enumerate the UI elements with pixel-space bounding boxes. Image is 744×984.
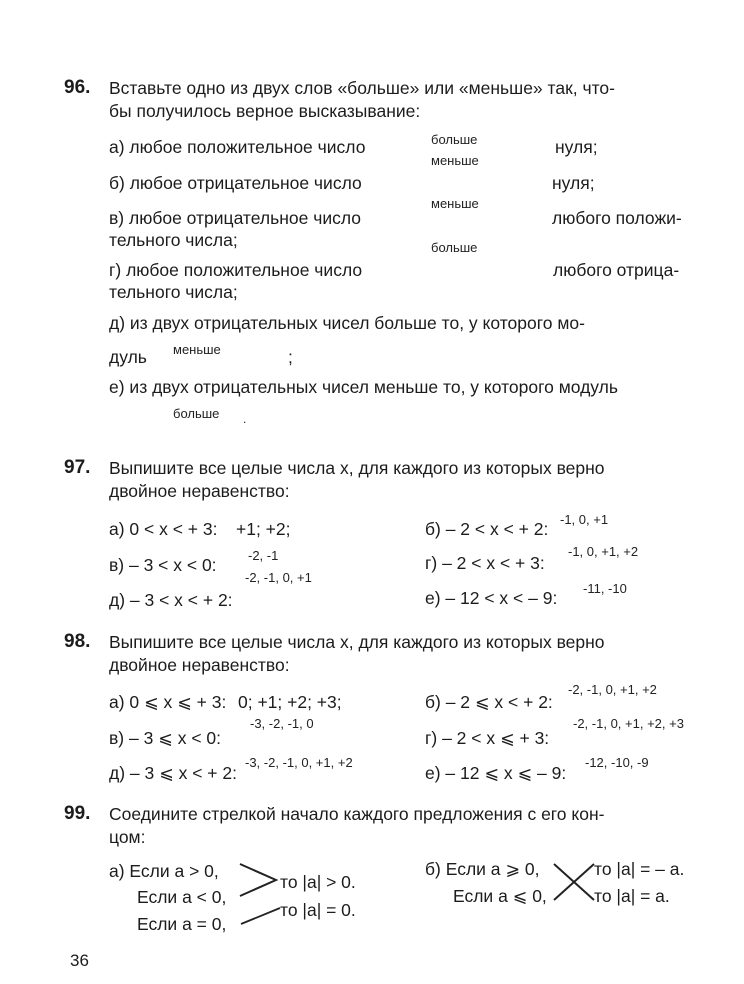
item-97d-label: д) – 3 < x < + 2: [109,590,233,610]
item-97v-label: в) – 3 < x < 0: [109,555,217,575]
item-97e-label: е) – 12 < x < – 9: [425,588,558,608]
item-99a-arrows [238,858,282,928]
item-97a-label: а) 0 < x < + 3: [109,519,218,539]
page-number: 36 [70,951,89,970]
item-96g-text: г) любое положительное число [109,260,363,280]
item-99a-start2: Если a < 0, [137,887,227,907]
item-96b-answer: меньше [431,196,479,211]
exercise-98-number: 98. [64,631,91,652]
exercise-98-task-line1: Выпишите все целые числа x, для каждого из которых верно [109,632,605,652]
exercise-97-task-line2: двойное неравенство: [109,481,290,501]
item-99b-arrows [552,860,598,904]
item-98b-label: б) – 2 ⩽ x < + 2: [425,692,553,712]
item-98v-label: в) – 3 ⩽ x < 0: [109,728,221,748]
item-96d-cont: дуль [109,347,147,367]
exercise-96-task-line1: Вставьте одно из двух слов «больше» или «меньше» так, что- [109,78,615,98]
item-96v-text: в) любое отрицательное число [109,208,361,228]
item-97b-answer: -1, 0, +1 [560,512,609,527]
item-97d-answer: -2, -1, 0, +1 [245,570,312,585]
item-98g-answer: -2, -1, 0, +1, +2, +3 [573,716,684,731]
exercise-99-task-line1: Соедините стрелкой начало каждого предложения с его кон- [109,804,605,824]
exercise-97-task-line1: Выпишите все целые числа x, для каждого из которых верно [109,458,605,478]
item-96e-text: е) из двух отрицательных чисел меньше то, у которого модуль [109,377,618,397]
exercise-96-task-line2: бы получилось верное высказывание: [109,101,421,121]
item-99a-start3: Если a = 0, [137,914,227,934]
item-96v-answer: больше [431,240,478,255]
item-96d-text: д) из двух отрицательных чисел больше то, у которого мо- [109,313,585,333]
item-98d-answer: -3, -2, -1, 0, +1, +2 [245,755,353,770]
item-96e-tail: . [243,412,247,426]
item-98d-label: д) – 3 ⩽ x < + 2: [109,763,237,783]
item-99b-label: б) Если a ⩾ 0, [425,859,540,879]
item-98a-label: а) 0 ⩽ x ⩽ + 3: [109,692,227,712]
item-97g-label: г) – 2 < x < + 3: [425,553,545,573]
item-99a-end2: то |a| = 0. [280,900,356,920]
item-96g-end: любого отрица- [553,260,680,280]
exercise-99-task-line2: цом: [109,827,146,847]
item-96v-end: любого положи- [552,208,682,228]
item-97v-answer: -2, -1 [248,548,279,563]
item-99b-end2: то |a| = a. [594,886,670,906]
item-98e-answer: -12, -10, -9 [585,755,649,770]
item-98a-answer: 0; +1; +2; +3; [238,692,342,712]
item-97a-answer: +1; +2; [236,519,291,539]
item-96v-cont: тельного числа; [109,230,238,250]
item-96a-answer: больше [431,132,478,147]
item-97g-answer: -1, 0, +1, +2 [568,544,639,559]
item-99b-start2: Если a ⩽ 0, [453,886,547,906]
item-99a-end1: то |a| > 0. [280,872,356,892]
item-97b-label: б) – 2 < x < + 2: [425,519,549,539]
item-96g-cont: тельного числа; [109,282,238,302]
exercise-96-number: 96. [64,77,91,98]
item-99b-end1: то |a| = – a. [594,859,685,879]
item-98e-label: е) – 12 ⩽ x ⩽ – 9: [425,763,567,783]
item-98b-answer: -2, -1, 0, +1, +2 [568,682,657,697]
item-98v-answer: -3, -2, -1, 0 [250,716,314,731]
item-98g-label: г) – 2 < x ⩽ + 3: [425,728,550,748]
item-96e-answer: больше [173,406,220,421]
item-97e-answer: -11, -10 [583,581,627,596]
item-96a-text: а) любое положительное число [109,137,366,157]
item-96d-tail: ; [288,347,293,367]
item-96d-answer: меньше [173,342,221,357]
item-96a-end: нуля; [555,137,598,157]
exercise-99-number: 99. [64,803,91,824]
exercise-98-task-line2: двойное неравенство: [109,655,290,675]
item-99a-label: а) Если a > 0, [109,861,219,881]
item-96b-text: б) любое отрицательное число [109,173,362,193]
item-96a-crossed-word: меньше [431,153,479,168]
exercise-97-number: 97. [64,457,91,478]
item-96b-end: нуля; [552,173,595,193]
